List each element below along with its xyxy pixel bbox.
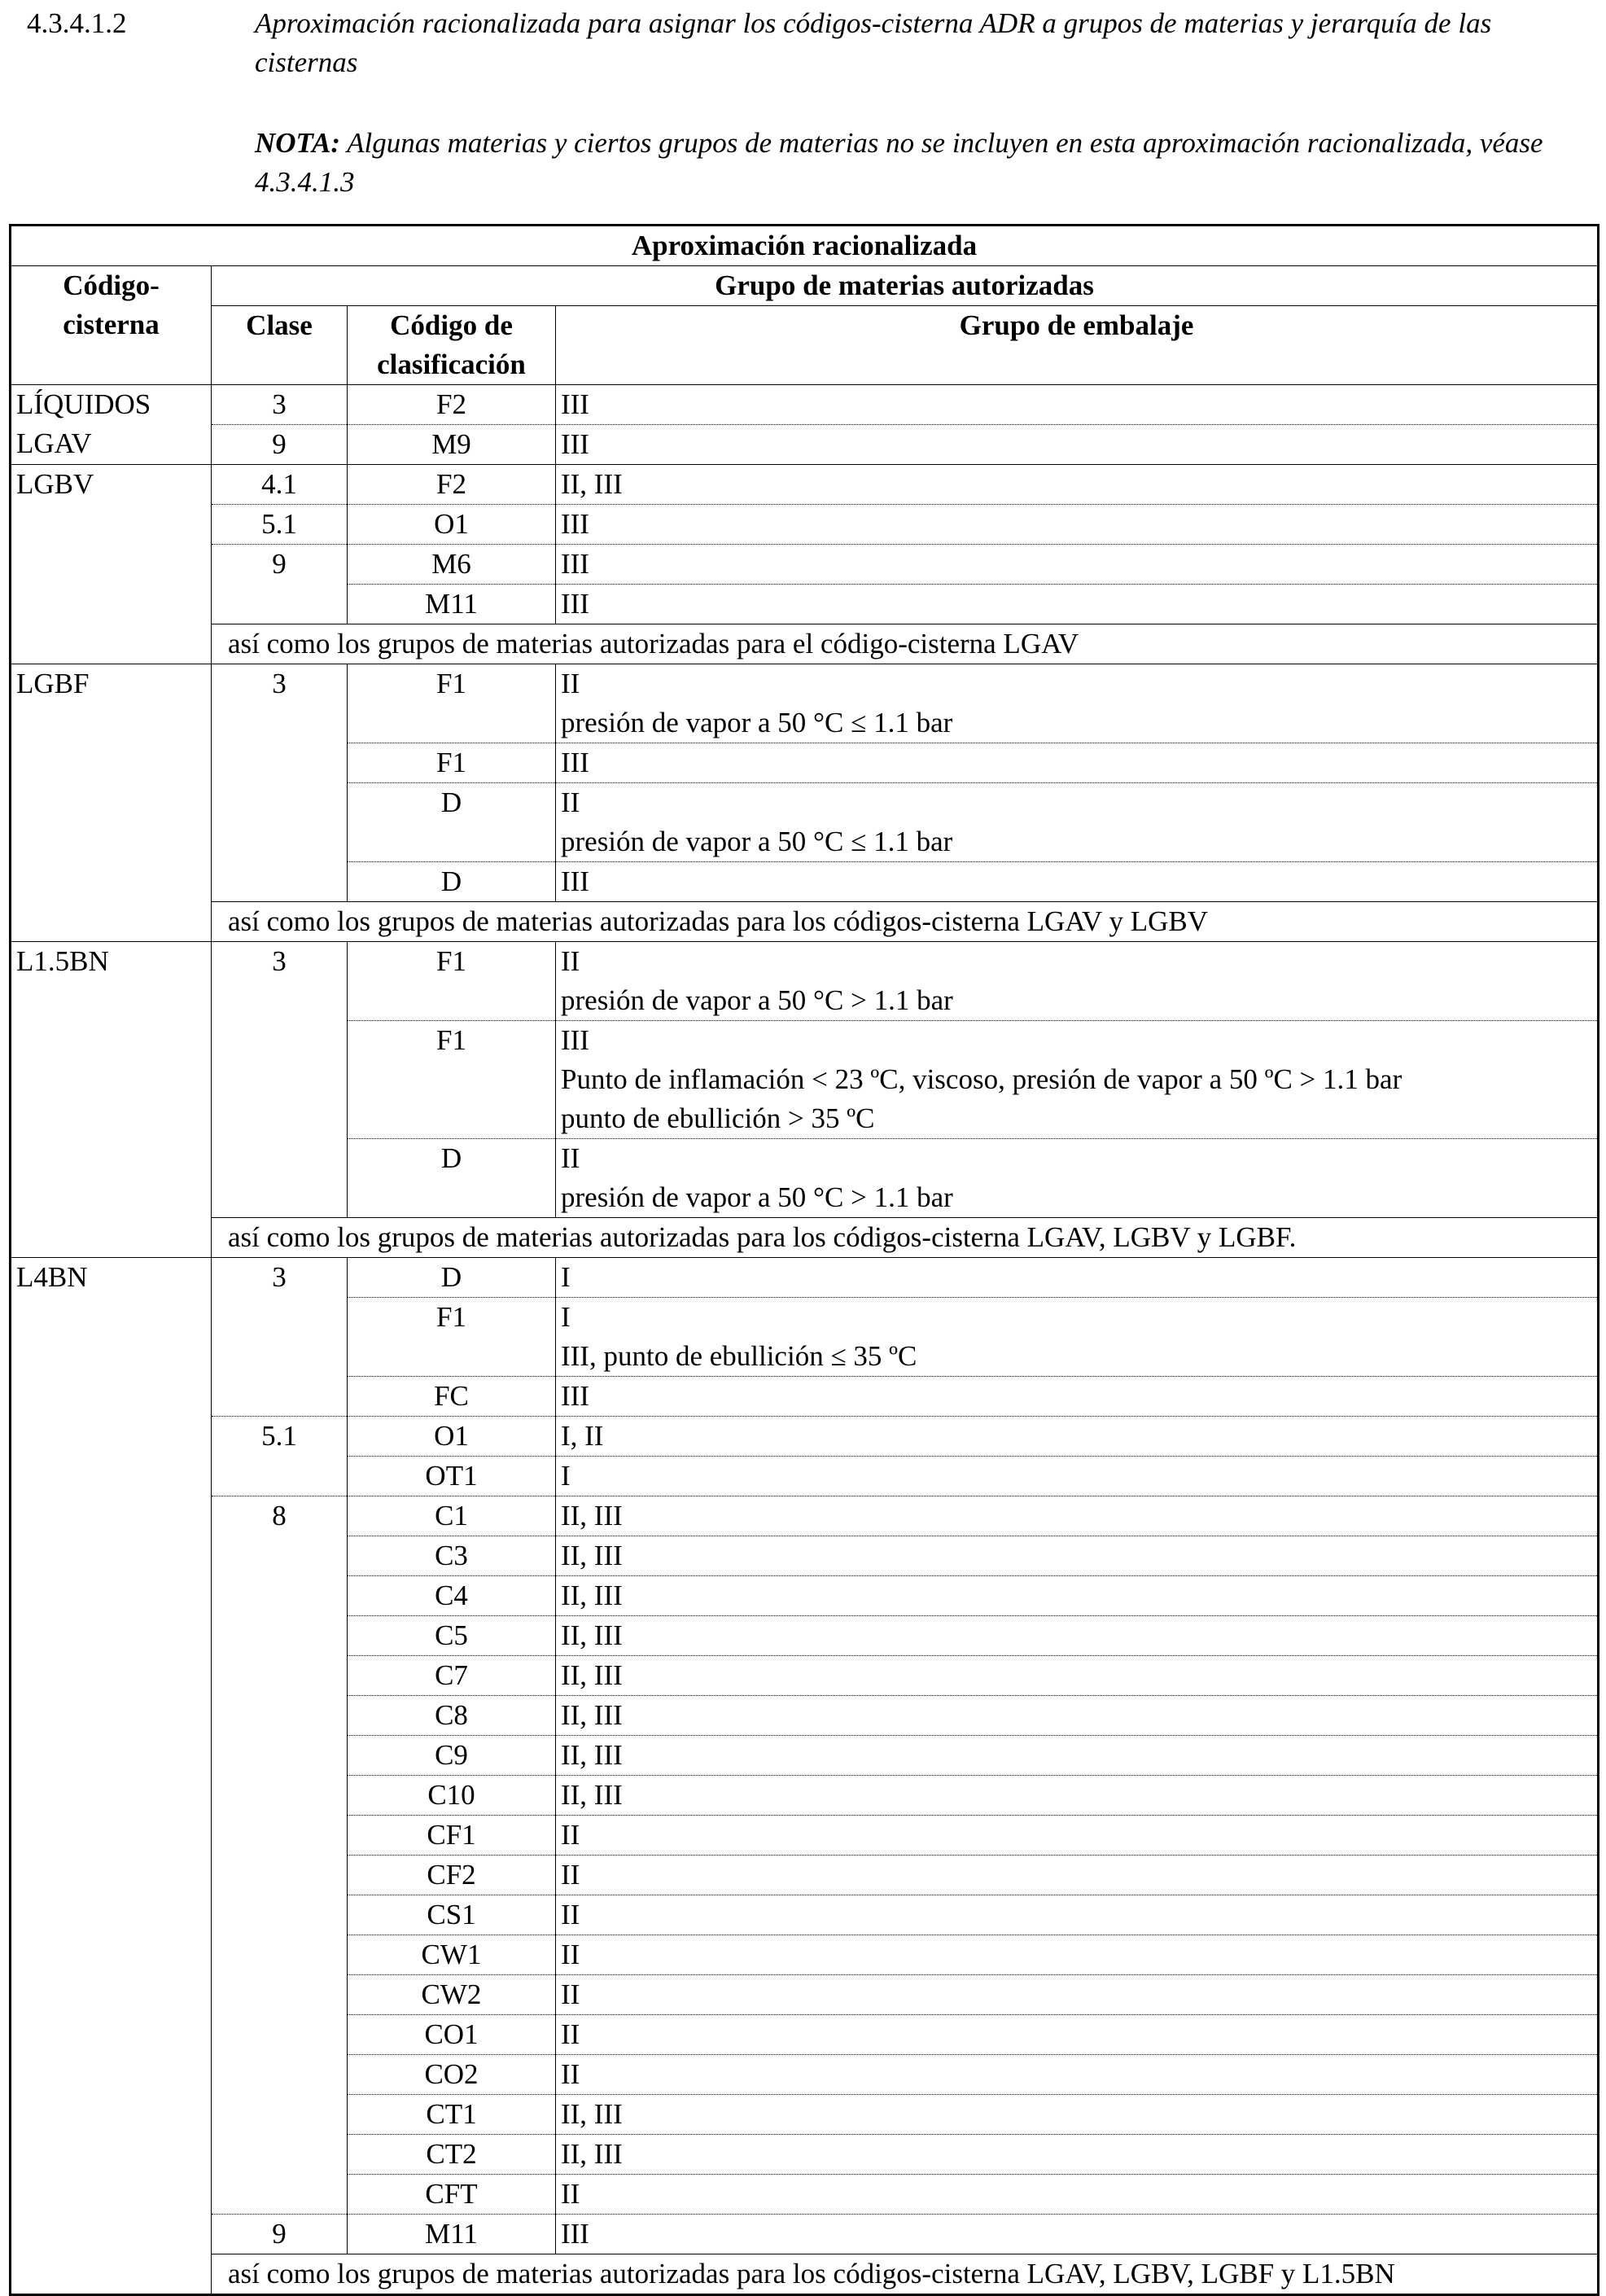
packing-group-cell: II, III <box>556 1696 1599 1736</box>
tank-code-cell: LGBV <box>11 465 212 664</box>
classification-code-cell: OT1 <box>348 1457 556 1496</box>
classification-code-cell: CO1 <box>348 2015 556 2055</box>
classification-code-cell: C8 <box>348 1696 556 1736</box>
packing-group-cell: I <box>556 1258 1599 1298</box>
classification-code-cell: CO2 <box>348 2055 556 2095</box>
packing-group-cell: III <box>556 585 1599 624</box>
tank-code-cell: L1.5BN <box>11 942 212 1258</box>
clase-cell: 4.1 <box>212 465 348 505</box>
packing-group-cell: II, III <box>556 1736 1599 1776</box>
note-text: Algunas materias y ciertos grupos de materias no se incluyen en esta aproximación racionalizada, véase 4.3.4.1.3 <box>255 127 1543 198</box>
block-footer-note: así como los grupos de materias autorizadas para el código-cisterna LGAV <box>212 624 1599 664</box>
classification-code-cell: CW1 <box>348 1935 556 1975</box>
packing-group-cell: II, III <box>556 2135 1599 2175</box>
packing-group-cell: II, III <box>556 1496 1599 1536</box>
packing-group-cell: II, III <box>556 1576 1599 1616</box>
table-row <box>11 2254 1599 2295</box>
table-row <box>11 1218 1599 1258</box>
table-row <box>11 902 1599 942</box>
classification-code-cell: M9 <box>348 425 556 465</box>
section-number: 4.3.4.1.2 <box>27 7 127 39</box>
note-label: NOTA: <box>255 127 340 159</box>
classification-code-cell: M6 <box>348 545 556 585</box>
table-body <box>11 385 1599 2295</box>
clase-cell: 3 <box>212 1258 348 1417</box>
clase-cell: 5.1 <box>212 1417 348 1496</box>
packing-group-cell: III <box>556 545 1599 585</box>
packing-group-cell: II <box>556 1935 1599 1975</box>
table-row <box>11 1258 1599 1298</box>
packing-group-cell: II, III <box>556 465 1599 505</box>
header-codigo-cisterna: Código- cisterna <box>11 266 212 385</box>
classification-code-cell: D <box>348 1258 556 1298</box>
packing-group-cell: II, III <box>556 2095 1599 2135</box>
packing-group-cell: II, III <box>556 1776 1599 1816</box>
table-row <box>11 1496 1599 1536</box>
classification-code-cell: C3 <box>348 1536 556 1576</box>
packing-group-cell: II, III <box>556 1616 1599 1656</box>
table-row <box>11 1417 1599 1457</box>
section-title: Aproximación racionalizada para asignar los códigos-cisterna ADR a grupos de materias y jerarquía de las cisternas <box>255 7 1492 78</box>
packing-group-cell: III Punto de inflamación < 23 ºC, viscoso, presión de vapor a 50 ºC > 1.1 bar punto de ebullición > 35 ºC <box>556 1021 1599 1139</box>
classification-code-cell: F1 <box>348 664 556 743</box>
packing-group-cell: II <box>556 2055 1599 2095</box>
packing-group-cell: III <box>556 743 1599 783</box>
tank-code-cell: LGBF <box>11 664 212 942</box>
classification-code-cell: CW2 <box>348 1975 556 2015</box>
header-grupo-materias: Grupo de materias autorizadas <box>212 266 1599 306</box>
packing-group-cell: II <box>556 1856 1599 1895</box>
packing-group-cell: III <box>556 1377 1599 1417</box>
table-row <box>11 425 1599 465</box>
clase-cell: 3 <box>212 385 348 425</box>
classification-code-cell: F1 <box>348 1298 556 1377</box>
classification-code-cell: CF2 <box>348 1856 556 1895</box>
table-row <box>11 942 1599 1021</box>
clase-cell: 9 <box>212 425 348 465</box>
packing-group-cell: III <box>556 2215 1599 2254</box>
packing-group-cell: II presión de vapor a 50 °C > 1.1 bar <box>556 1139 1599 1218</box>
packing-group-cell: II presión de vapor a 50 °C ≤ 1.1 bar <box>556 783 1599 862</box>
packing-group-cell: II, III <box>556 1656 1599 1696</box>
classification-code-cell: CT2 <box>348 2135 556 2175</box>
packing-group-cell: III <box>556 385 1599 425</box>
block-footer-note: así como los grupos de materias autorizadas para los códigos-cisterna LGAV y LGBV <box>212 902 1599 942</box>
classification-code-cell: CF1 <box>348 1816 556 1856</box>
classification-code-cell: C4 <box>348 1576 556 1616</box>
classification-code-cell: F2 <box>348 465 556 505</box>
tank-code-table <box>9 224 1599 2296</box>
table-row <box>11 465 1599 505</box>
classification-code-cell: M11 <box>348 585 556 624</box>
classification-code-cell: F1 <box>348 942 556 1021</box>
packing-group-cell: II, III <box>556 1536 1599 1576</box>
classification-code-cell: O1 <box>348 1417 556 1457</box>
packing-group-cell: II <box>556 1895 1599 1935</box>
packing-group-cell: II presión de vapor a 50 °C ≤ 1.1 bar <box>556 664 1599 743</box>
classification-code-cell: F1 <box>348 743 556 783</box>
packing-group-cell: II <box>556 2175 1599 2215</box>
classification-code-cell: C5 <box>348 1616 556 1656</box>
classification-code-cell: O1 <box>348 505 556 545</box>
clase-cell: 3 <box>212 664 348 902</box>
note <box>255 124 1590 202</box>
classification-code-cell: M11 <box>348 2215 556 2254</box>
packing-group-cell: I <box>556 1457 1599 1496</box>
clase-cell: 3 <box>212 942 348 1218</box>
classification-code-cell: C9 <box>348 1736 556 1776</box>
table-row <box>11 505 1599 545</box>
header-clase: Clase <box>212 306 348 385</box>
packing-group-cell: II <box>556 2015 1599 2055</box>
clase-cell: 9 <box>212 545 348 624</box>
block-footer-note: así como los grupos de materias autorizadas para los códigos-cisterna LGAV, LGBV y LGBF. <box>212 1218 1599 1258</box>
packing-group-cell: II <box>556 1975 1599 2015</box>
classification-code-cell: FC <box>348 1377 556 1417</box>
table-row <box>11 385 1599 425</box>
table-row <box>11 2215 1599 2254</box>
rational-approach-table <box>9 224 1597 2289</box>
packing-group-cell: II <box>556 1816 1599 1856</box>
tank-code-cell: L4BN <box>11 1258 212 2295</box>
classification-code-cell: F2 <box>348 385 556 425</box>
table-title: Aproximación racionalizada <box>11 226 1599 266</box>
classification-code-cell: D <box>348 783 556 862</box>
classification-code-cell: CS1 <box>348 1895 556 1935</box>
classification-code-cell: C10 <box>348 1776 556 1816</box>
clase-cell: 5.1 <box>212 505 348 545</box>
block-footer-note: así como los grupos de materias autorizadas para los códigos-cisterna LGAV, LGBV, LGBF y L1.5BN <box>212 2254 1599 2295</box>
header-codigo-clasificacion: Código de clasificación <box>348 306 556 385</box>
header-grupo-embalaje: Grupo de embalaje <box>556 306 1599 385</box>
packing-group-cell: III <box>556 505 1599 545</box>
classification-code-cell: C7 <box>348 1656 556 1696</box>
classification-code-cell: F1 <box>348 1021 556 1139</box>
classification-code-cell: C1 <box>348 1496 556 1536</box>
clase-cell: 8 <box>212 1496 348 2215</box>
classification-code-cell: D <box>348 862 556 902</box>
table-row <box>11 624 1599 664</box>
classification-code-cell: D <box>348 1139 556 1218</box>
packing-group-cell: III <box>556 425 1599 465</box>
classification-code-cell: CFT <box>348 2175 556 2215</box>
classification-code-cell: CT1 <box>348 2095 556 2135</box>
clase-cell: 9 <box>212 2215 348 2254</box>
table-row <box>11 545 1599 585</box>
packing-group-cell: III <box>556 862 1599 902</box>
tank-code-cell: LÍQUIDOS LGAV <box>11 385 212 465</box>
packing-group-cell: I, II <box>556 1417 1599 1457</box>
packing-group-cell: II presión de vapor a 50 °C > 1.1 bar <box>556 942 1599 1021</box>
packing-group-cell: I III, punto de ebullición ≤ 35 ºC <box>556 1298 1599 1377</box>
table-row <box>11 664 1599 743</box>
